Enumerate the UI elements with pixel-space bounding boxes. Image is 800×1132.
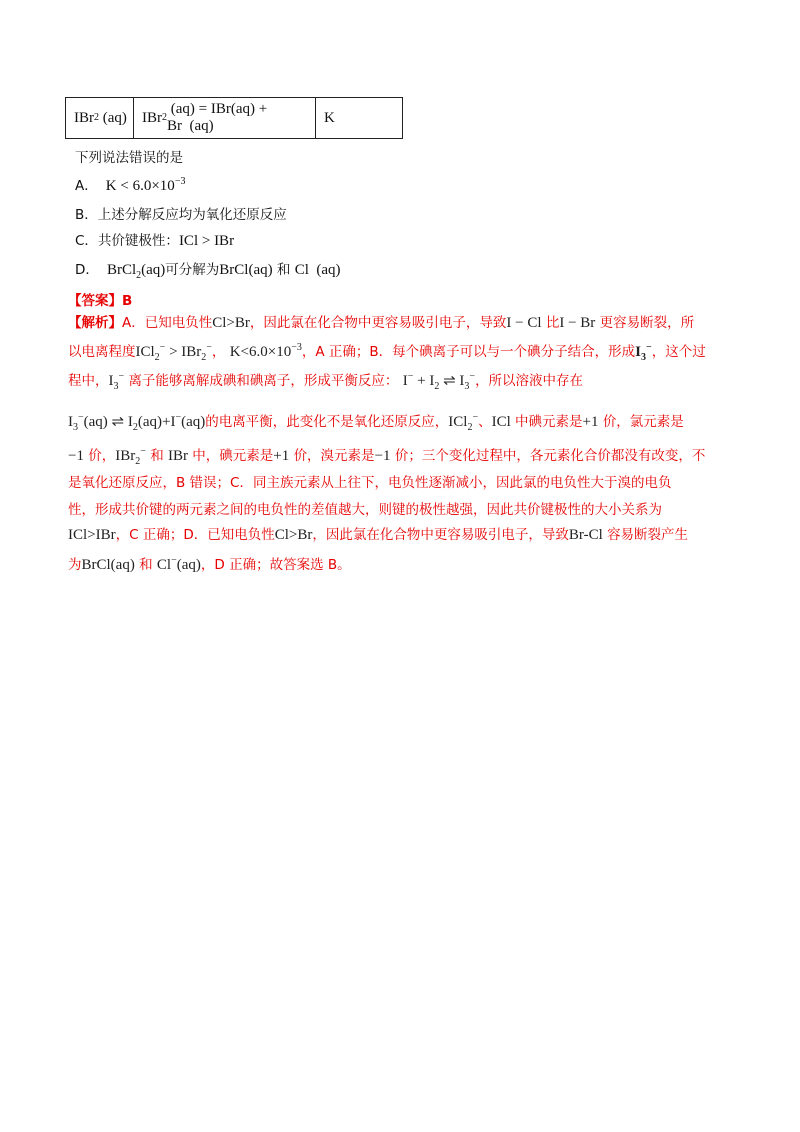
answer-line: 【答案】B [68, 293, 133, 309]
option-d: D． BrCl$_2$(aq)可分解为BrCl(aq) 和 Cl (aq) [75, 262, 341, 281]
explanation-line-9: 为BrCl(aq) 和 Cl−(aq)，D 正确；故答案选 B。 [68, 555, 351, 573]
option-a-math: $K < 6.0\times 10^{-3}$ [102, 176, 186, 194]
table-cell-equation: IBr 2 (aq) = IBr(aq) + Br (aq) [134, 98, 316, 138]
explanation-line-1: 【解析】A．已知电负性Cl>Br，因此氯在化合物中更容易吸引电子，导致I − Cl 比I − Br 更容易断裂，所 [68, 315, 695, 331]
content-end-spacer [68, 580, 748, 581]
explanation-line-6: 是氧化还原反应，B 错误；C．同主族元素从上往下，电负性逐渐减小，因此氯的电负性大于溴的电负 [68, 475, 672, 491]
option-a: A． $K < 6.0\times 10^{-3}$ [75, 176, 186, 194]
table-cell-constant: K [324, 109, 335, 126]
explanation-line-2: 以电离程度ICl$_2$− > IBr$_2$−， $K<6.0\times 10^{-3}$，A 正确；B．每个碘离子可以与一个碘分子结合，形成$I_3^-$，这个过 [68, 342, 706, 363]
explanation-line-8: ICl>IBr，C 正确；D．已知电负性Cl>Br，因此氯在化合物中更容易吸引电子，导致Br-Cl 容易断裂产生 [68, 527, 689, 543]
table-cell-species: IBr 2 (aq) [66, 98, 134, 138]
explanation-line-4: $I_3^-(aq)$ ⇌ $I_2(aq)+I^-(aq)$的电离平衡，此变化不是氧化还原反应，ICl$_2$−、ICl 中碘元素是+1 价，氯元素是 [68, 412, 684, 433]
explanation-line-5: −1 价，IBr$_2$− 和 IBr 中，碘元素是+1 价，溴元素是−1 价；三个变化过程中，各元素化合价都没有改变，不 [68, 446, 706, 467]
reaction-table-row [65, 97, 403, 139]
explanation-line-3: 程中，$I_3^-$ 离子能够离解成碘和碘离子，形成平衡反应： $I^- + I_2$ ⇌ $I_3^-$，所以溶液中存在 [68, 371, 584, 392]
question-stem: 下列说法错误的是 [75, 150, 183, 166]
explanation-line-7: 性，形成共价键的两元素之间的电负性的差值越大，则键的极性越强，因此共价键极性的大小关系为 [68, 502, 662, 518]
option-b: B．上述分解反应均为氧化还原反应 [75, 207, 287, 223]
option-c: C．共价键极性：ICl > IBr [75, 233, 235, 249]
